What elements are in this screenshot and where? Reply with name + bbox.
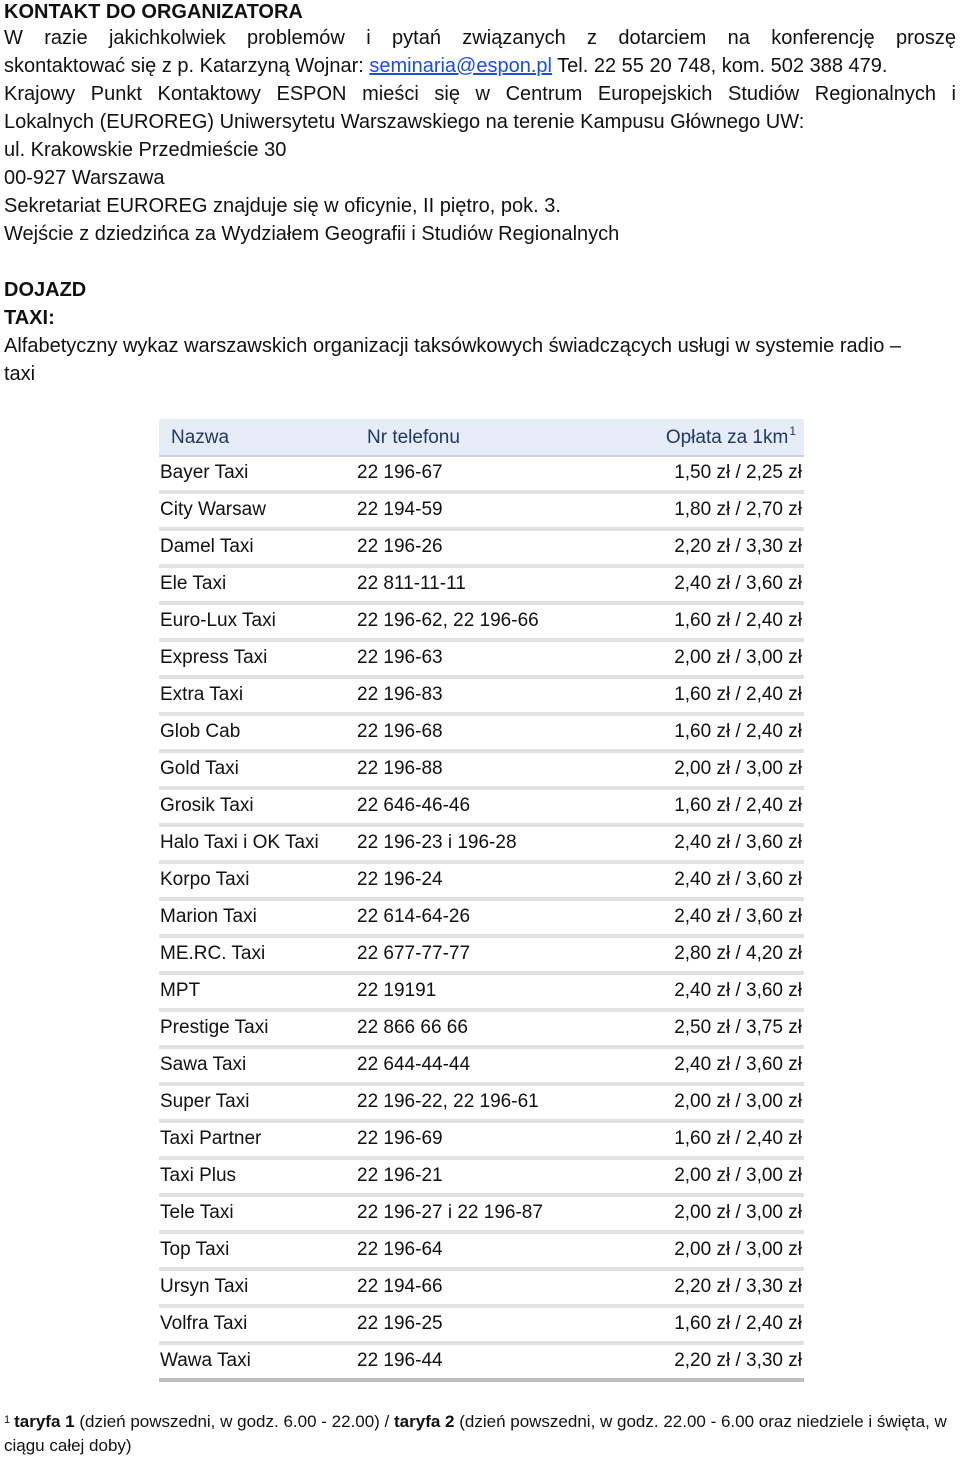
row-fee: 2,40 zł / 3,60 zł [674,573,802,594]
table-body [159,457,804,1382]
table-row [159,642,804,679]
row-fee: 1,60 zł / 2,40 zł [674,684,802,705]
row-name: Super Taxi [160,1091,250,1112]
tariff-1-description: (dzień powszedni, w godz. 6.00 - 22.00) / [74,1412,395,1431]
table-row [159,1049,804,1086]
contact-line-7: Sekretariat EUROREG znajduje się w oficynie, II piętro, pok. 3. [4,195,561,217]
contact-line-2 [4,52,956,80]
footnote-marker: 1 [4,1414,11,1426]
row-phone: 22 196-64 [357,1239,443,1260]
table-header [159,419,804,457]
row-name: ME.RC. Taxi [160,943,266,964]
row-name: Taxi Plus [160,1165,237,1186]
table-row [159,1123,804,1160]
row-phone: 22 196-23 i 196-28 [357,832,517,853]
row-phone: 22 677-77-77 [357,943,471,964]
table-row [159,494,804,531]
row-fee: 2,00 zł / 3,00 zł [674,1239,802,1260]
table-row [159,827,804,864]
table-row [159,1012,804,1049]
document-body [4,0,956,388]
table-row [159,1197,804,1234]
row-phone: 22 196-22, 22 196-61 [357,1091,539,1112]
row-name: Express Taxi [160,647,268,668]
table-row [159,1086,804,1123]
row-name: Grosik Taxi [160,795,254,816]
row-fee: 2,00 zł / 3,00 zł [674,1202,802,1223]
contact-line-3: Krajowy Punkt Kontaktowy ESPON mieści się w Centrum Europejskich Studiów Regionalnych i [4,83,956,105]
row-fee: 2,20 zł / 3,30 zł [674,1276,802,1297]
taxi-intro-line-1: Alfabetyczny wykaz warszawskich organizacji taksówkowych świadczących usługi w systemie radio – [4,335,902,357]
row-fee: 1,60 zł / 2,40 zł [674,1128,802,1149]
table-row [159,605,804,642]
header-fee-label: Opłata za 1km [665,427,789,448]
footnote [4,1410,956,1458]
row-fee: 2,00 zł / 3,00 zł [674,647,802,668]
header-phone: Nr telefonu [367,427,460,448]
table-row [159,568,804,605]
row-fee: 2,20 zł / 3,30 zł [674,536,802,557]
taxi-table [159,419,804,1382]
row-phone: 22 196-67 [357,462,443,483]
row-phone: 22 194-66 [357,1276,443,1297]
row-fee: 2,80 zł / 4,20 zł [674,943,802,964]
transport-heading: DOJAZD [4,279,87,301]
row-phone: 22 614-64-26 [357,906,471,927]
tariff-1-label: taryfa 1 [14,1412,75,1431]
row-phone: 22 196-27 i 22 196-87 [357,1202,543,1223]
row-fee: 2,20 zł / 3,30 zł [674,1350,802,1371]
row-phone: 22 646-46-46 [357,795,471,816]
row-name: Sawa Taxi [160,1054,247,1075]
tariff-2-label: taryfa 2 [394,1412,455,1431]
row-phone: 22 196-68 [357,721,443,742]
table-row [159,753,804,790]
contact-line-2-prefix: skontaktować się z p. Katarzyną Wojnar: [4,55,370,77]
row-name: Volfra Taxi [160,1313,248,1334]
table-row [159,790,804,827]
row-fee: 1,60 zł / 2,40 zł [674,610,802,631]
row-name: Wawa Taxi [160,1350,251,1371]
contact-line-6: 00-927 Warszawa [4,167,165,189]
row-fee: 1,60 zł / 2,40 zł [674,795,802,816]
row-phone: 22 196-25 [357,1313,443,1334]
row-name: Korpo Taxi [160,869,250,890]
table-row [159,679,804,716]
header-name: Nazwa [171,427,230,448]
table-row [159,716,804,753]
row-phone: 22 196-63 [357,647,443,668]
tariff-2-description: (dzień powszedni, w godz. 22.00 - 6.00 oraz niedziele i święta, w ciągu całej doby) [4,1412,947,1455]
header-fee [665,424,796,449]
row-fee: 2,40 zł / 3,60 zł [674,906,802,927]
row-phone: 22 196-62, 22 196-66 [357,610,539,631]
row-name: Ele Taxi [160,573,227,594]
row-phone: 22 196-21 [357,1165,443,1186]
row-fee: 1,50 zł / 2,25 zł [674,462,802,483]
contact-line-1: W razie jakichkolwiek problemów i pytań związanych z dotarciem na konferencję proszę [4,27,956,49]
taxi-heading: TAXI: [4,307,55,329]
row-fee: 1,60 zł / 2,40 zł [674,1313,802,1334]
table-row [159,1271,804,1308]
table-row [159,1234,804,1271]
row-phone: 22 196-83 [357,684,443,705]
table-row [159,531,804,568]
row-fee: 2,00 zł / 3,00 zł [674,1165,802,1186]
table-row [159,975,804,1012]
row-name: Glob Cab [160,721,241,742]
row-phone: 22 196-88 [357,758,443,779]
row-name: Halo Taxi i OK Taxi [160,832,319,853]
row-name: Marion Taxi [160,906,257,927]
row-phone: 22 811-11-11 [357,573,466,594]
contact-line-2-suffix: Tel. 22 55 20 748, kom. 502 388 479. [551,55,888,77]
row-name: Taxi Partner [160,1128,262,1149]
row-fee: 2,40 zł / 3,60 zł [674,832,802,853]
email-link[interactable]: seminaria@espon.pl [369,55,552,77]
row-name: Prestige Taxi [160,1017,269,1038]
table-row [159,1345,804,1382]
contact-line-5: ul. Krakowskie Przedmieście 30 [4,139,287,161]
row-name: Damel Taxi [160,536,254,557]
row-phone: 22 196-69 [357,1128,443,1149]
row-phone: 22 196-44 [357,1350,443,1371]
row-fee: 2,00 zł / 3,00 zł [674,1091,802,1112]
spacer [4,248,956,276]
row-phone: 22 194-59 [357,499,443,520]
table-row [159,901,804,938]
row-name: Gold Taxi [160,758,239,779]
row-fee: 2,50 zł / 3,75 zł [674,1017,802,1038]
header-fee-footnote-marker: 1 [789,424,796,438]
table-row [159,457,804,494]
row-fee: 1,80 zł / 2,70 zł [674,499,802,520]
row-phone: 22 644-44-44 [357,1054,471,1075]
row-name: MPT [160,980,201,1001]
table-row [159,864,804,901]
row-phone: 22 196-24 [357,869,443,890]
contact-heading: KONTAKT DO ORGANIZATORA [4,1,303,23]
row-fee: 2,40 zł / 3,60 zł [674,980,802,1001]
row-fee: 2,00 zł / 3,00 zł [674,758,802,779]
row-fee: 1,60 zł / 2,40 zł [674,721,802,742]
contact-line-8: Wejście z dziedzińca za Wydziałem Geografii i Studiów Regionalnych [4,223,620,245]
row-name: Bayer Taxi [160,462,249,483]
row-name: Top Taxi [160,1239,230,1260]
table-row [159,938,804,975]
row-name: Ursyn Taxi [160,1276,249,1297]
table-row [159,1160,804,1197]
contact-line-4: Lokalnych (EUROREG) Uniwersytetu Warszawskiego na terenie Kampusu Głównego UW: [4,111,805,133]
row-fee: 2,40 zł / 3,60 zł [674,869,802,890]
taxi-intro-line-2: taxi [4,363,36,385]
row-name: City Warsaw [160,499,266,520]
row-name: Extra Taxi [160,684,244,705]
table-row [159,1308,804,1345]
row-phone: 22 196-26 [357,536,443,557]
row-name: Euro-Lux Taxi [160,610,276,631]
row-name: Tele Taxi [160,1202,234,1223]
row-phone: 22 19191 [357,980,437,1001]
row-fee: 2,40 zł / 3,60 zł [674,1054,802,1075]
row-phone: 22 866 66 66 [357,1017,468,1038]
